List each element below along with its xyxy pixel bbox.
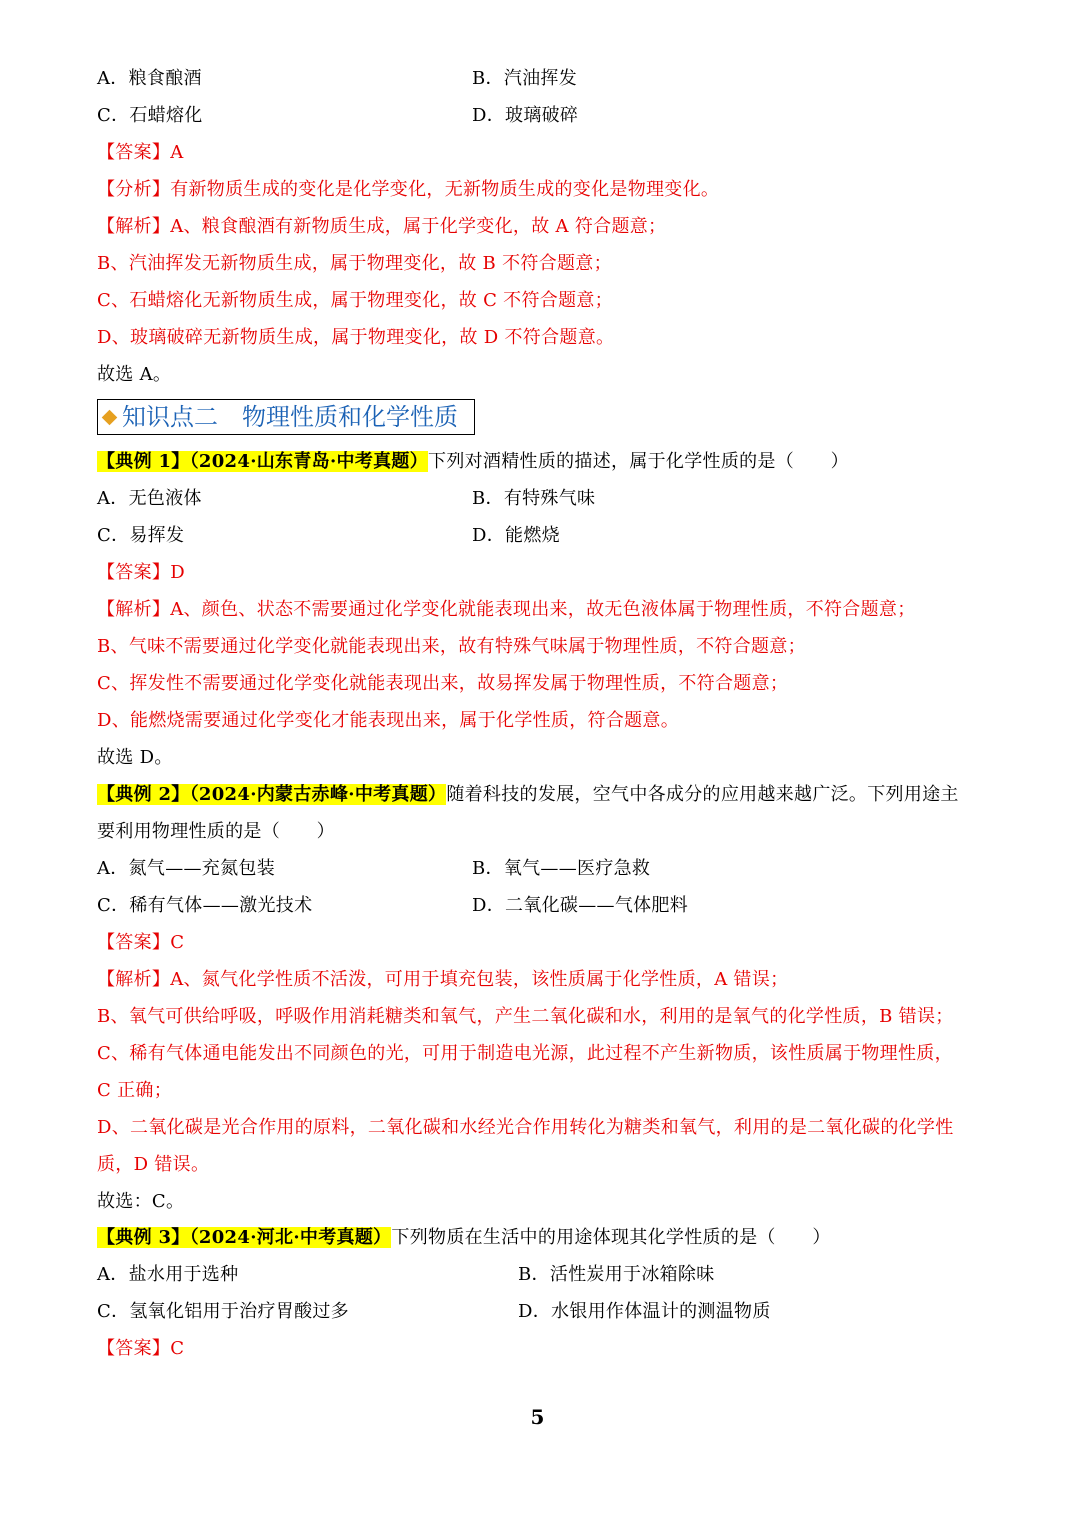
ex1-option-b: B．有特殊气味 <box>472 488 596 509</box>
ex2-question-line-2: 要利用物理性质的是（ ） <box>97 821 335 842</box>
q0-option-a: A．粮食酿酒 <box>97 68 202 89</box>
ex1-option-d: D．能燃烧 <box>472 525 560 546</box>
ex2-option-row-2 <box>97 892 1015 920</box>
ex1-option-row-2 <box>97 522 1015 550</box>
q0-option-c: C．石蜡熔化 <box>97 105 203 126</box>
ex2-explanation-6: 质，D 错误。 <box>97 1154 210 1175</box>
ex2-explanation-3: C、稀有气体通电能发出不同颜色的光，可用于制造电光源，此过程不产生新物质，该性质属于物理性质， <box>97 1043 953 1064</box>
ex3-question: 下列物质在生活中的用途体现其化学性质的是（ ） <box>391 1227 831 1248</box>
page-number: 5 <box>530 1405 545 1429</box>
q0-answer: 【答案】A <box>97 142 184 163</box>
q0-explanation-1: 【解析】A、粮食酿酒有新物质生成，属于化学变化，故 A 符合题意； <box>97 216 667 237</box>
ex2-explanation-1: 【解析】A、氮气化学性质不活泼，可用于填充包装，该性质属于化学性质，A 错误； <box>97 969 789 990</box>
q0-option-b: B．汽油挥发 <box>472 68 578 89</box>
ex1-question: 下列对酒精性质的描述，属于化学性质的是（ ） <box>428 451 849 472</box>
ex2-explanation-5: D、二氧化碳是光合作用的原料，二氧化碳和水经光合作用转化为糖类和氧气，利用的是二氧化碳的化学性 <box>97 1117 954 1138</box>
ex1-explanation-2: B、气味不需要通过化学变化就能表现出来，故有特殊气味属于物理性质，不符合题意； <box>97 636 806 657</box>
ex3-tag: 【典例 3】（2024·河北·中考真题） <box>97 1227 392 1248</box>
ex1-explanation-1: 【解析】A、颜色、状态不需要通过化学变化就能表现出来，故无色液体属于物理性质，不符合题意； <box>97 599 916 620</box>
diamond-bullet-icon <box>102 409 118 425</box>
q0-option-row-2 <box>97 102 1015 130</box>
ex2-question-1: 随着科技的发展，空气中各成分的应用越来越广泛。下列用途主 <box>446 784 959 805</box>
q0-analysis: 【分析】有新物质生成的变化是化学变化，无新物质生成的变化是物理变化。 <box>97 179 720 200</box>
q0-explanation-3: C、石蜡熔化无新物质生成，属于物理变化，故 C 不符合题意； <box>97 290 613 311</box>
ex2-option-c: C．稀有气体——激光技术 <box>97 895 313 916</box>
ex3-option-d: D．水银用作体温计的测温物质 <box>518 1301 771 1322</box>
ex1-conclusion: 故选 D。 <box>97 747 173 768</box>
ex2-option-b: B．氧气——医疗急救 <box>472 858 651 879</box>
section-title: 知识点二 物理性质和化学性质 <box>122 403 458 431</box>
ex2-explanation-4: C 正确； <box>97 1080 172 1101</box>
ex3-answer: 【答案】C <box>97 1338 185 1359</box>
ex3-option-row-1 <box>97 1261 1015 1289</box>
q0-explanation-4: D、玻璃破碎无新物质生成，属于物理变化，故 D 不符合题意。 <box>97 327 615 348</box>
ex2-explanation-2: B、氧气可供给呼吸，呼吸作用消耗糖类和氧气，产生二氧化碳和水，利用的是氧气的化学性质，B 错误； <box>97 1006 954 1027</box>
ex2-question-line-1 <box>97 781 1015 809</box>
ex1-answer: 【答案】D <box>97 562 185 583</box>
ex2-option-a: A．氮气——充氮包装 <box>97 858 275 879</box>
q0-option-row-1 <box>97 65 1015 93</box>
ex1-option-a: A．无色液体 <box>97 488 202 509</box>
ex3-option-a: A．盐水用于选种 <box>97 1264 239 1285</box>
ex1-explanation-4: D、能燃烧需要通过化学变化才能表现出来，属于化学性质，符合题意。 <box>97 710 680 731</box>
ex2-option-row-1 <box>97 855 1015 883</box>
ex1-question-line <box>97 448 1015 476</box>
ex3-option-row-2 <box>97 1298 1015 1326</box>
ex2-tag: 【典例 2】（2024·内蒙古赤峰·中考真题） <box>97 784 447 805</box>
ex2-answer: 【答案】C <box>97 932 185 953</box>
ex1-option-row-1 <box>97 485 1015 513</box>
q0-explanation-2: B、汽油挥发无新物质生成，属于物理变化，故 B 不符合题意； <box>97 253 612 274</box>
ex1-option-c: C．易挥发 <box>97 525 185 546</box>
section-heading <box>97 399 475 435</box>
ex3-option-c: C．氢氧化铝用于治疗胃酸过多 <box>97 1301 349 1322</box>
ex2-conclusion: 故选：C。 <box>97 1191 185 1212</box>
ex1-explanation-3: C、挥发性不需要通过化学变化就能表现出来，故易挥发属于物理性质，不符合题意； <box>97 673 789 694</box>
q0-option-d: D．玻璃破碎 <box>472 105 579 126</box>
ex1-tag: 【典例 1】（2024·山东青岛·中考真题） <box>97 451 429 472</box>
ex2-option-d: D．二氧化碳——气体肥料 <box>472 895 689 916</box>
ex3-question-line <box>97 1224 1015 1252</box>
q0-conclusion: 故选 A。 <box>97 364 172 385</box>
ex3-option-b: B．活性炭用于冰箱除味 <box>518 1264 715 1285</box>
